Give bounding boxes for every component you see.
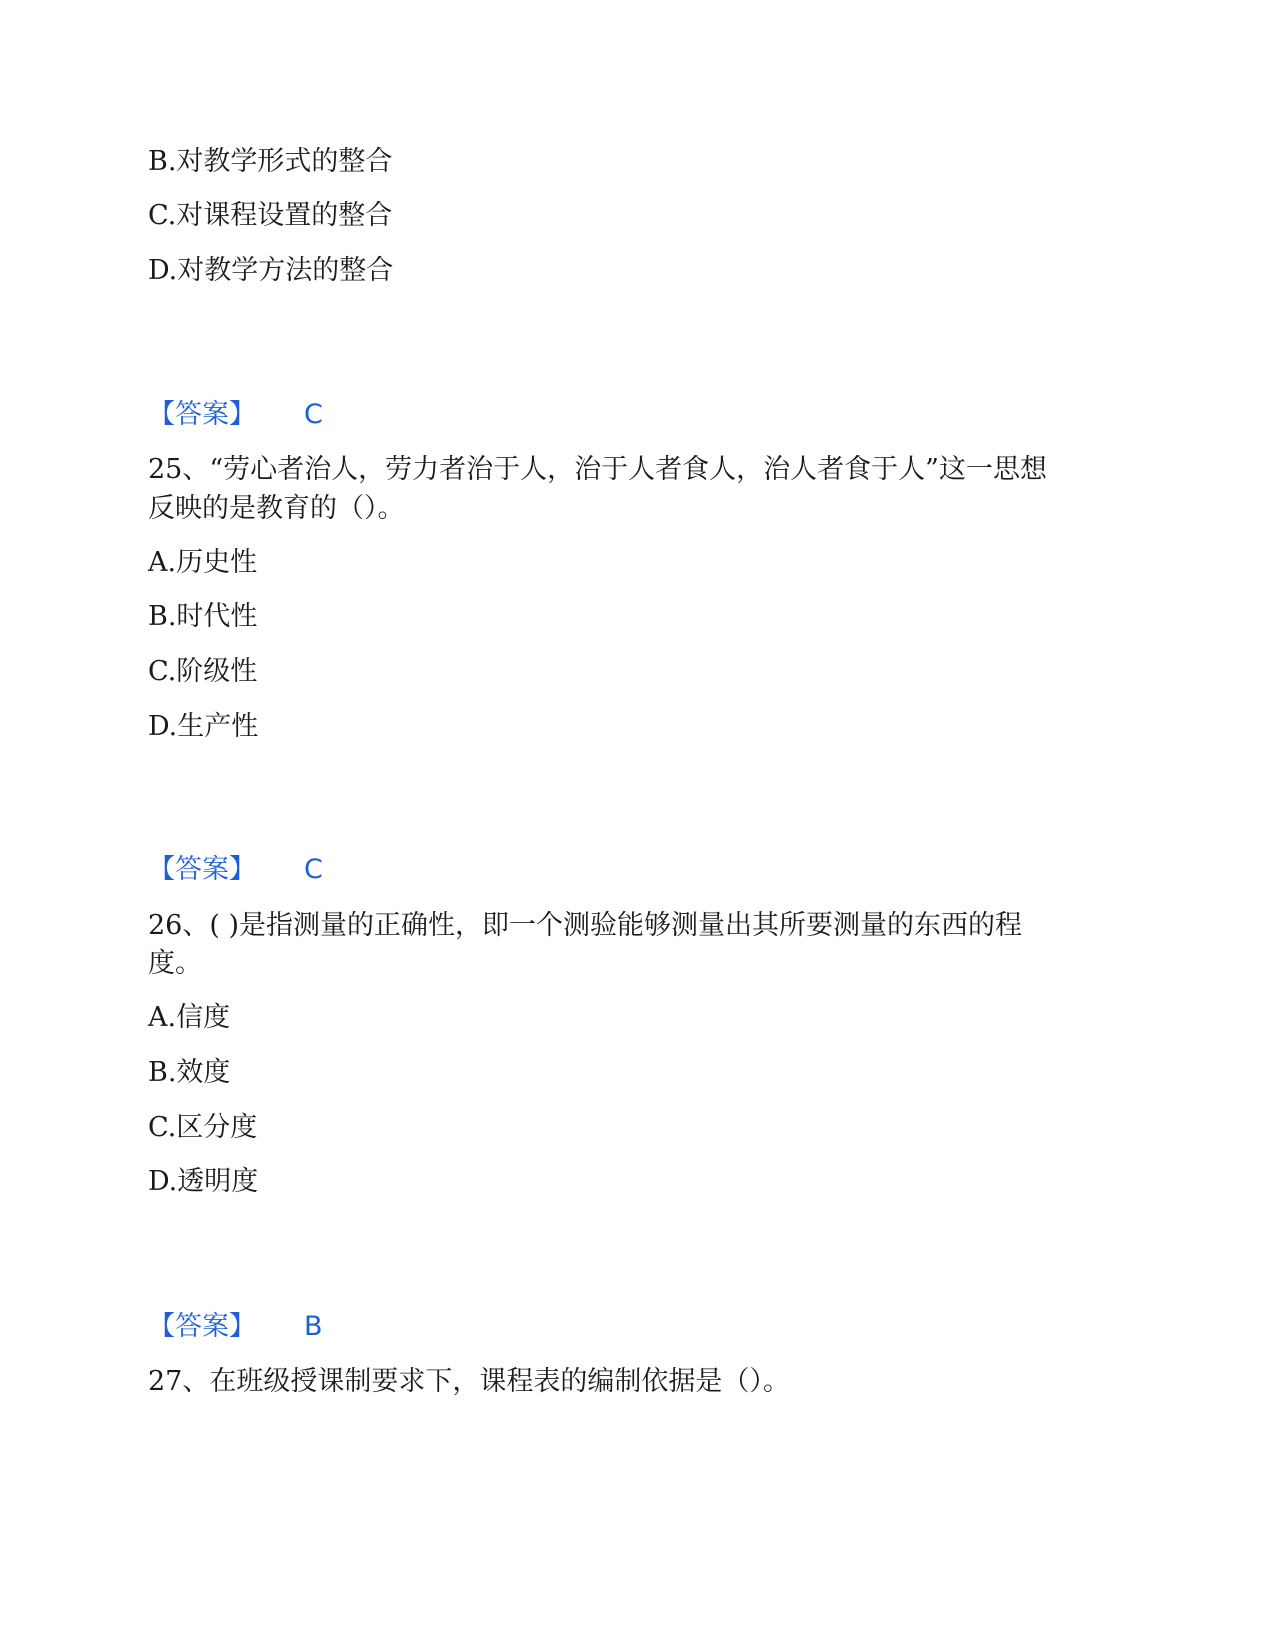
answer-label: 【答案】 bbox=[148, 854, 256, 885]
q25-stem-line1: 25、“劳心者治人，劳力者治于人，治于人者食人，治人者食于人”这一思想 bbox=[148, 454, 1047, 485]
q26-option-a: A.信度 bbox=[148, 1002, 231, 1033]
q24-option-b: B.对教学形式的整合 bbox=[148, 146, 393, 177]
answer-value: C bbox=[304, 854, 323, 885]
q24-answer bbox=[148, 397, 323, 433]
q24-option-c: C.对课程设置的整合 bbox=[148, 200, 393, 231]
answer-label: 【答案】 bbox=[148, 1311, 256, 1342]
q25-option-a: A.历史性 bbox=[148, 547, 258, 578]
answer-label: 【答案】 bbox=[148, 399, 256, 430]
q25-answer bbox=[148, 852, 323, 888]
q26-answer bbox=[148, 1309, 323, 1345]
q26-option-b: B.效度 bbox=[148, 1057, 231, 1088]
answer-value: C bbox=[304, 399, 323, 430]
q26-option-c: C.区分度 bbox=[148, 1112, 258, 1143]
q27-stem-line1: 27、在班级授课制要求下，课程表的编制依据是（）。 bbox=[148, 1366, 790, 1397]
q26-option-d: D.透明度 bbox=[148, 1166, 259, 1197]
q25-option-c: C.阶级性 bbox=[148, 656, 258, 687]
q25-option-b: B.时代性 bbox=[148, 601, 258, 632]
q24-option-d: D.对教学方法的整合 bbox=[148, 255, 394, 286]
q26-stem-line1: 26、( )是指测量的正确性，即一个测验能够测量出其所要测量的东西的程 bbox=[148, 910, 1023, 941]
answer-value: B bbox=[304, 1311, 323, 1342]
q25-option-d: D.生产性 bbox=[148, 711, 259, 742]
q26-stem-line2: 度。 bbox=[148, 948, 202, 979]
q25-stem-line2: 反映的是教育的（）。 bbox=[148, 493, 405, 524]
